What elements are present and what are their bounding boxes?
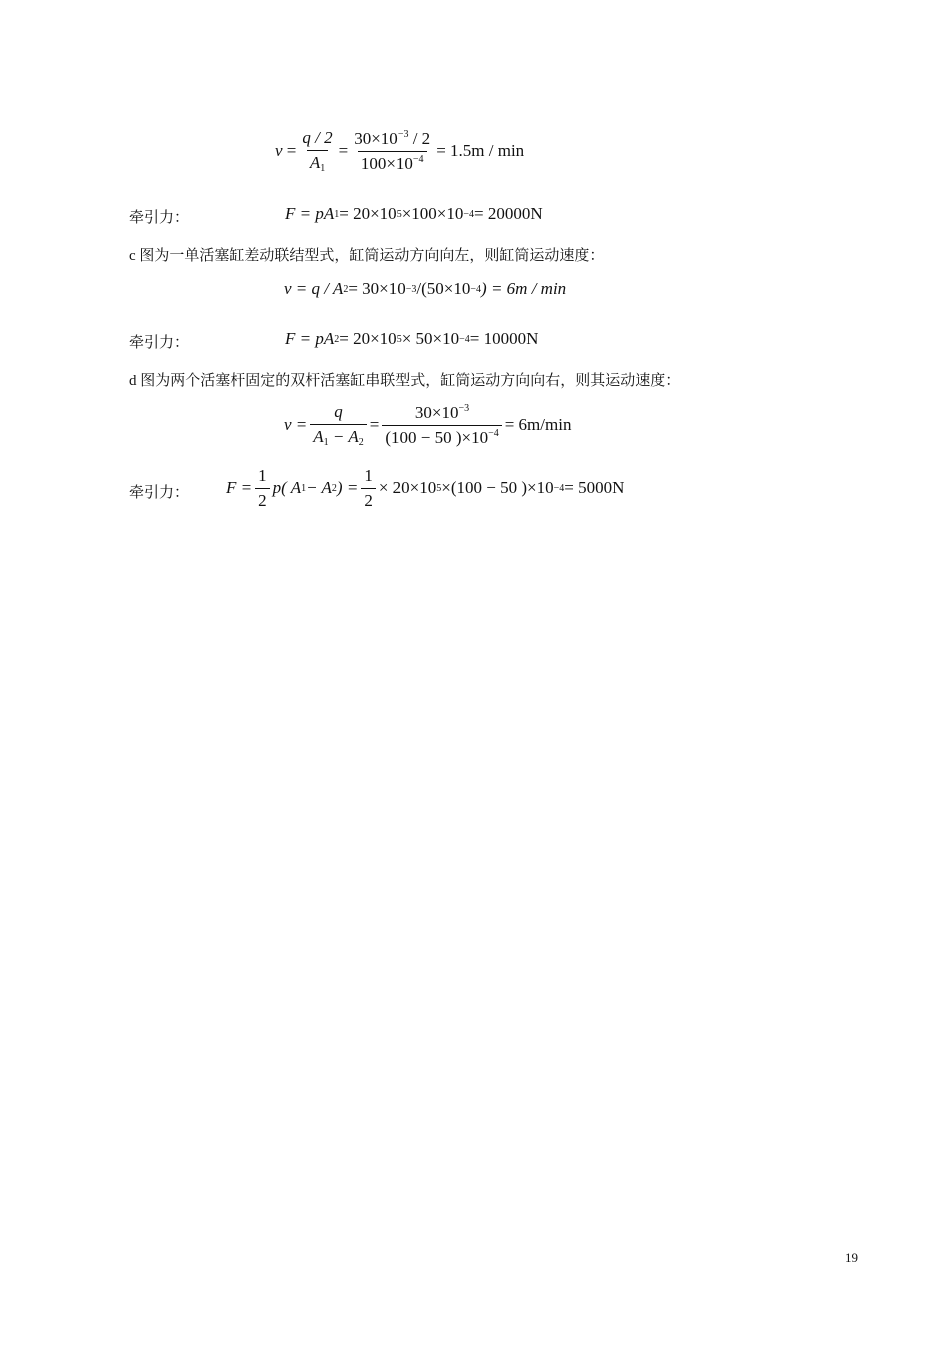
page-number: 19	[845, 1250, 858, 1265]
paragraph-d: d 图为两个活塞杆固定的双杆活塞缸串联型式，缸筒运动方向向右，则其运动速度：	[129, 373, 681, 389]
fraction-numeric: $\frac{30\times 10^{-3} / 2}{100\times 10^{-4}}$	[354, 128, 431, 173]
fraction-one-half: $\frac{1}{2}$	[255, 466, 270, 510]
velocity-symbol: v	[275, 141, 283, 161]
velocity-result: = 1.5m / min	[436, 141, 525, 161]
traction-equation-b: F = pA 1 = 20×10 5 ×100×10 −4 = 20000N	[285, 204, 543, 223]
fraction-q-over-A1: $\frac{q / 2}{A_1}$	[302, 128, 333, 174]
traction-equation-c: F = pA 2 = 20×10 5 × 50×10 −4 = 10000N	[285, 329, 539, 348]
traction-label-b: 牵引力：	[129, 210, 190, 226]
traction-label-d: 牵引力：	[129, 485, 190, 501]
fraction-numeric-d: $\frac{30\times 10^{-3}}{(100 - 50 )\times 10^{-4}}$	[382, 403, 501, 447]
fraction-q-over-area-diff: $\frac{q}{A_1 - A_2}$	[310, 402, 366, 448]
paragraph-c: c 图为一单活塞缸差动联结型式，缸筒运动方向向左，则缸筒运动速度：	[129, 248, 605, 264]
traction-label-c: 牵引力：	[129, 335, 190, 351]
traction-equation-d: F = $\frac{1}{2}$ p( A 1 − A 2 ) = $\frac{1}{2}$ × 20×10 5 ×(100 − 50 )×10 −4 = 5000N	[226, 466, 625, 510]
velocity-equation-c: v = q / A 2 = 30×10 −3 /(50×10 −4 ) = 6m / min	[284, 279, 567, 298]
velocity-equation-b: v = $\frac{q / 2}{A_1}$ = $\frac{30\times 10^{-3} / 2}{100\times 10^{-4}}$ = 1.5m / min	[275, 128, 525, 174]
fraction-one-half-2: $\frac{1}{2}$	[361, 466, 376, 510]
velocity-equation-d: v = $\frac{q}{A_1 - A_2}$ = $\frac{30\times 10^{-3}}{(100 - 50 )\times 10^{-4}}$ = 6m/min	[284, 402, 572, 448]
